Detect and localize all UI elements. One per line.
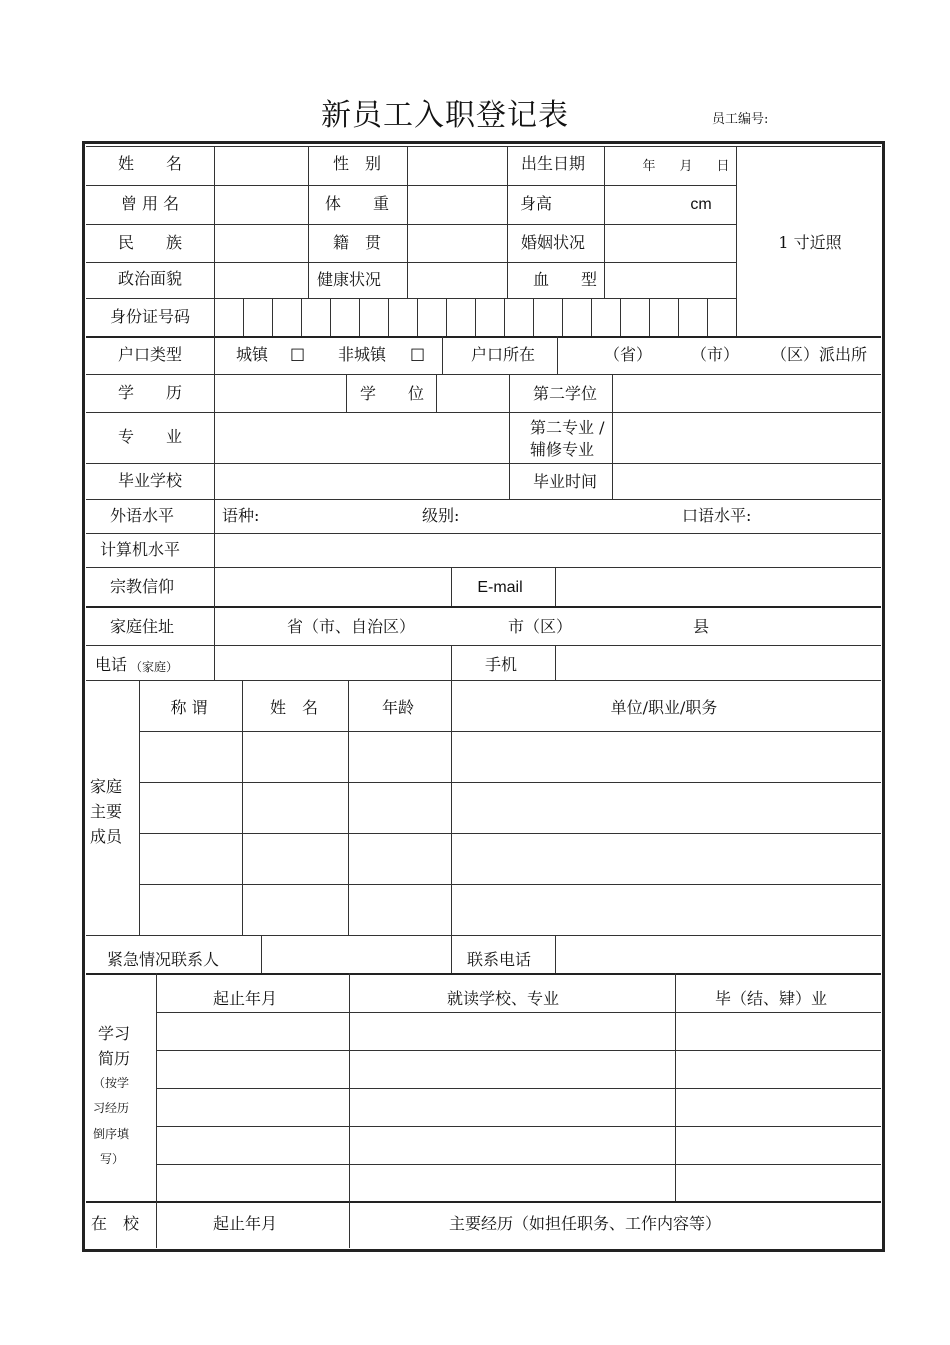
grid-line [214, 606, 215, 680]
grid-line [475, 298, 476, 336]
phone-label: 电话 [95, 655, 128, 674]
grid-line [156, 1088, 881, 1089]
grid-line [86, 935, 881, 936]
grid-line [557, 336, 558, 374]
major-label: 专 业 [117, 427, 183, 446]
graduation-time-label: 毕业时间 [532, 472, 598, 491]
urban-option-label: 城镇 [236, 345, 269, 364]
gender-label: 性 别 [332, 154, 382, 173]
marital-status-label: 婚姻状况 [520, 233, 586, 252]
grid-line [243, 298, 244, 336]
former-name-label: 曾 用 名 [120, 194, 180, 213]
grid-line [675, 973, 676, 1201]
grid-line [156, 1050, 881, 1051]
health-status-label: 健康状况 [316, 270, 382, 289]
study-label-line4: 习经历 [93, 1101, 130, 1115]
grid-line [562, 298, 563, 336]
grid-line [156, 973, 157, 1248]
hukou-type-label: 户口类型 [117, 345, 183, 364]
family-col-age: 年龄 [381, 698, 415, 717]
grid-line [214, 374, 215, 645]
grid-line [612, 374, 613, 499]
hukou-location-label: 户口所在 [470, 345, 536, 364]
address-county-suffix: 县 [693, 617, 710, 636]
grid-line [86, 374, 881, 375]
grid-line [86, 606, 881, 608]
grid-line [707, 298, 708, 336]
grid-line [736, 146, 737, 336]
month-label: 月 [679, 159, 693, 174]
phone-home-note: （家庭） [130, 660, 179, 674]
grid-line [620, 298, 621, 336]
grid-line [272, 298, 273, 336]
second-degree-label: 第二学位 [532, 384, 598, 403]
grid-line [86, 185, 736, 186]
grid-line [349, 973, 350, 1248]
family-col-name: 姓 名 [269, 698, 319, 717]
grid-line [442, 336, 443, 374]
grid-line [156, 1012, 881, 1013]
study-label-line2: 简历 [98, 1049, 131, 1068]
ethnicity-label: 民 族 [117, 233, 183, 252]
grid-line [509, 374, 510, 499]
study-label-line5: 倒序填 [93, 1127, 130, 1141]
rural-option-label: 非城镇 [338, 345, 387, 364]
education-label: 学 历 [117, 383, 183, 402]
grid-line [388, 298, 389, 336]
grid-line [86, 680, 881, 681]
grid-line [308, 146, 309, 298]
language-type-label: 语种: [222, 506, 260, 525]
in-school-col-period: 起止年月 [212, 1214, 278, 1233]
study-col-period: 起止年月 [212, 989, 278, 1008]
birth-date-label: 出生日期 [520, 154, 586, 173]
urban-checkbox[interactable]: □ [290, 344, 306, 363]
computer-level-label: 计算机水平 [99, 540, 181, 559]
day-label: 日 [716, 159, 730, 174]
grid-line [86, 224, 736, 225]
grid-line [417, 298, 418, 336]
grid-line [214, 146, 215, 336]
grid-line [649, 298, 650, 336]
grid-line [451, 567, 452, 606]
family-label-line1: 家庭 [90, 777, 123, 796]
mobile-label: 手机 [484, 655, 518, 674]
emergency-contact-label: 紧急情况联系人 [106, 950, 220, 969]
id-number-label: 身份证号码 [109, 307, 191, 326]
study-label-line3: （按学 [93, 1076, 130, 1090]
grid-line [214, 336, 215, 374]
grid-line [261, 935, 262, 973]
grid-line [348, 680, 349, 935]
form-table [82, 141, 885, 1252]
grid-line [139, 680, 140, 935]
district-station-suffix: （区）派出所 [770, 345, 868, 364]
grid-line [330, 298, 331, 336]
study-label-line1: 学习 [98, 1024, 131, 1043]
grid-line [504, 298, 505, 336]
address-city-suffix: 市（区） [508, 617, 573, 636]
grid-line [678, 298, 679, 336]
city-suffix: （市） [690, 345, 740, 364]
grid-line [156, 1126, 881, 1127]
grid-line [446, 298, 447, 336]
name-label: 姓 名 [117, 154, 183, 173]
grid-line [555, 935, 556, 973]
grid-line [86, 146, 881, 147]
grid-line [86, 336, 881, 338]
grid-line [407, 146, 408, 298]
grid-line [139, 884, 881, 885]
oral-level-label: 口语水平: [682, 506, 752, 525]
grid-line [139, 833, 881, 834]
grid-line [301, 298, 302, 336]
religion-label: 宗教信仰 [109, 577, 175, 596]
height-label: 身高 [520, 194, 553, 213]
form-title: 新员工入职登记表 [321, 98, 569, 133]
family-col-title: 称 谓 [170, 698, 208, 717]
degree-label: 学 位 [359, 384, 425, 403]
grid-line [86, 1201, 881, 1203]
grid-line [604, 146, 605, 298]
grid-line [451, 680, 452, 973]
in-school-col-main: 主要经历（如担任职务、工作内容等） [448, 1214, 722, 1233]
grid-line [436, 374, 437, 412]
study-col-school: 就读学校、专业 [446, 989, 560, 1008]
family-label-line3: 成员 [90, 827, 123, 846]
province-suffix: （省） [603, 345, 653, 364]
grid-line [555, 645, 556, 680]
grid-line [86, 645, 881, 646]
grid-line [139, 731, 881, 732]
grid-line [86, 262, 736, 263]
grid-line [86, 463, 881, 464]
blood-type-label: 血 型 [532, 270, 598, 289]
emergency-phone-label: 联系电话 [466, 950, 532, 969]
grid-line [533, 298, 534, 336]
photo-placeholder[interactable]: 1 寸近照 [778, 233, 842, 252]
grid-line [507, 146, 508, 298]
language-level-label: 级别: [422, 506, 460, 525]
email-label: E-mail [477, 579, 523, 596]
grid-line [86, 298, 736, 299]
employee-number-label: 员工编号: [712, 112, 769, 127]
grid-line [346, 374, 347, 412]
family-col-job: 单位/职业/职务 [610, 698, 718, 717]
grid-line [242, 680, 243, 935]
native-place-label: 籍 贯 [332, 233, 382, 252]
weight-label: 体 重 [324, 194, 390, 213]
grid-line [451, 645, 452, 680]
foreign-language-label: 外语水平 [109, 506, 175, 525]
grid-line [591, 298, 592, 336]
grid-line [86, 973, 881, 975]
grid-line [86, 533, 881, 534]
second-major-label: 第二专业 / [530, 418, 605, 437]
grid-line [139, 782, 881, 783]
graduate-school-label: 毕业学校 [117, 471, 183, 490]
grid-line [156, 1164, 881, 1165]
political-status-label: 政治面貌 [117, 269, 183, 288]
address-province-suffix: 省（市、自治区） [287, 617, 416, 636]
family-label-line2: 主要 [90, 802, 123, 821]
cm-unit-label: cm [690, 196, 712, 213]
grid-line [86, 412, 881, 413]
minor-label: 辅修专业 [530, 440, 595, 459]
grid-line [555, 567, 556, 606]
grid-line [86, 567, 881, 568]
year-label: 年 [642, 159, 656, 174]
study-col-graduation: 毕（结、肄）业 [714, 989, 828, 1008]
rural-checkbox[interactable]: □ [410, 344, 426, 363]
home-address-label: 家庭住址 [109, 617, 175, 636]
in-school-label: 在 校 [91, 1214, 140, 1233]
study-label-line6: 写） [100, 1152, 125, 1166]
grid-line [86, 499, 881, 500]
grid-line [359, 298, 360, 336]
